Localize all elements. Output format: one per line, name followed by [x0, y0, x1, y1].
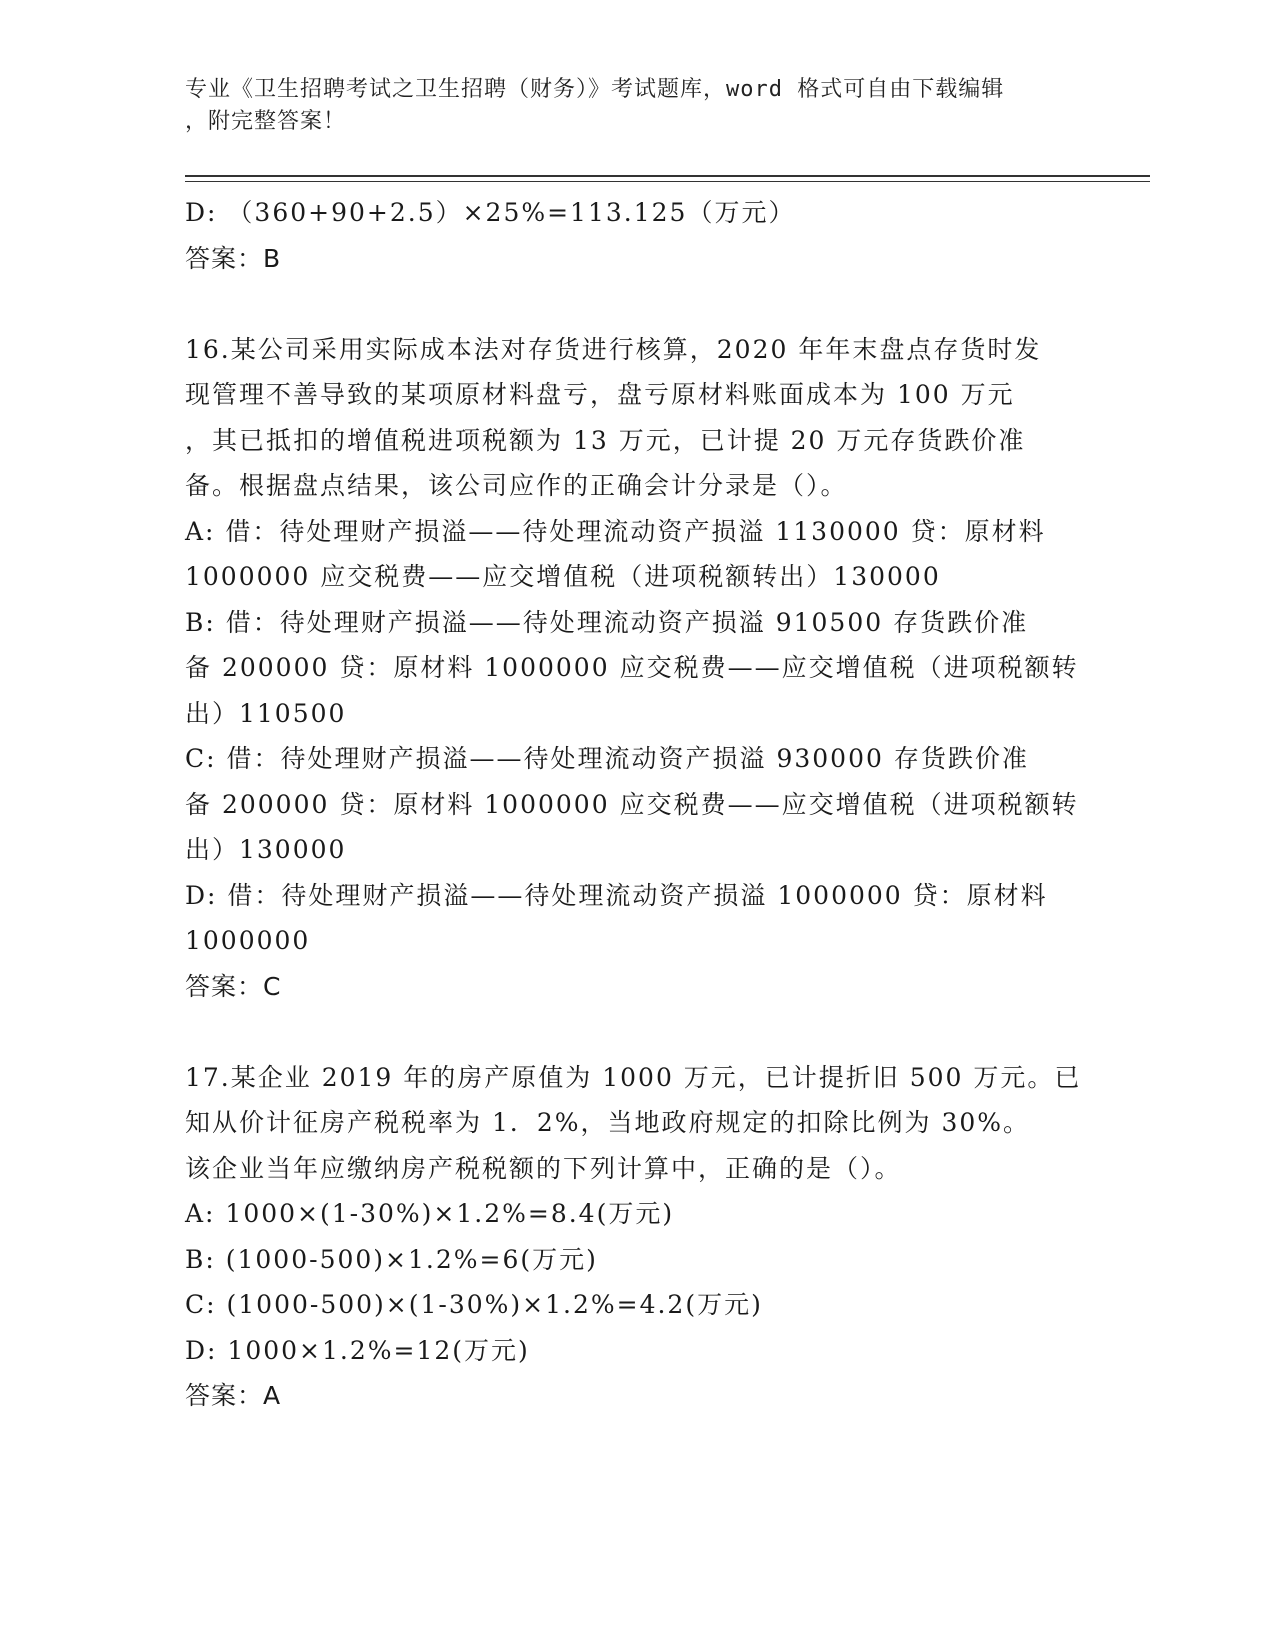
spacer — [185, 1009, 1085, 1055]
option-d: D: （360+90+2.5）×25%=113.125（万元） — [185, 198, 796, 227]
answer-line: 答案：C — [185, 971, 282, 1001]
option-b: B: (1000-500)×1.2%=6(万元) — [185, 1244, 598, 1274]
answer-line: 答案：B — [185, 243, 282, 273]
option-b-cont: 出）110500 — [185, 698, 347, 728]
option-c: C: 借：待处理财产损溢——待处理流动资产损溢 930000 存货跌价准 — [185, 744, 1029, 773]
header-line-2: ，附完整答案！ — [185, 109, 347, 134]
header-line-1: 专业《卫生招聘考试之卫生招聘（财务）》考试题库，word 格式可自由下载编辑 — [185, 77, 1005, 102]
option-d: D: 借：待处理财产损溢——待处理流动资产损溢 1000000 贷：原材料 — [185, 880, 1048, 910]
option-a: A: 借：待处理财产损溢——待处理流动资产损溢 1130000 贷：原材料 — [185, 516, 1046, 546]
header-divider-thin — [185, 181, 1150, 182]
option-a-cont: 1000000 应交税费——应交增值税（进项税额转出）130000 — [185, 562, 941, 591]
document-body — [185, 190, 1085, 1419]
option-c-cont: 出）130000 — [185, 835, 347, 864]
question-stem-line: 16.某公司采用实际成本法对存货进行核算，2020 年年末盘点存货时发 — [185, 334, 1042, 364]
answer-line: 答案：A — [185, 1381, 282, 1410]
document-header — [185, 74, 1065, 138]
question-stem-line: 现管理不善导致的某项原材料盘亏，盘亏原材料账面成本为 100 万元 — [185, 380, 1015, 409]
option-b: B: 借：待处理财产损溢——待处理流动资产损溢 910500 存货跌价准 — [185, 607, 1029, 637]
question-15-tail — [185, 190, 1085, 281]
question-stem-line: 备。根据盘点结果，该公司应作的正确会计分录是（）。 — [185, 471, 848, 500]
header-divider-thick — [185, 175, 1150, 177]
option-d-cont: 1000000 — [185, 926, 311, 955]
question-17 — [185, 1055, 1085, 1419]
question-stem-line: 17.某企业 2019 年的房产原值为 1000 万元，已计提折旧 500 万元。已 — [185, 1062, 1082, 1092]
option-b-cont: 备 200000 贷：原材料 1000000 应交税费——应交增值税（进项税额转 — [185, 653, 1079, 682]
question-stem-line: 知从价计征房产税税率为 1．2%，当地政府规定的扣除比例为 30%。 — [185, 1108, 1031, 1137]
option-c: C: (1000-500)×(1-30%)×1.2%=4.2(万元) — [185, 1290, 763, 1319]
option-d: D: 1000×1.2%=12(万元) — [185, 1335, 530, 1365]
spacer — [185, 281, 1085, 327]
question-stem-line: 该企业当年应缴纳房产税税额的下列计算中，正确的是（）。 — [185, 1153, 902, 1183]
option-c-cont: 备 200000 贷：原材料 1000000 应交税费——应交增值税（进项税额转 — [185, 789, 1079, 819]
question-stem-line: ，其已抵扣的增值税进项税额为 13 万元，已计提 20 万元存货跌价准 — [185, 425, 1026, 455]
option-a: A: 1000×(1-30%)×1.2%=8.4(万元) — [185, 1199, 675, 1228]
question-16 — [185, 327, 1085, 1010]
